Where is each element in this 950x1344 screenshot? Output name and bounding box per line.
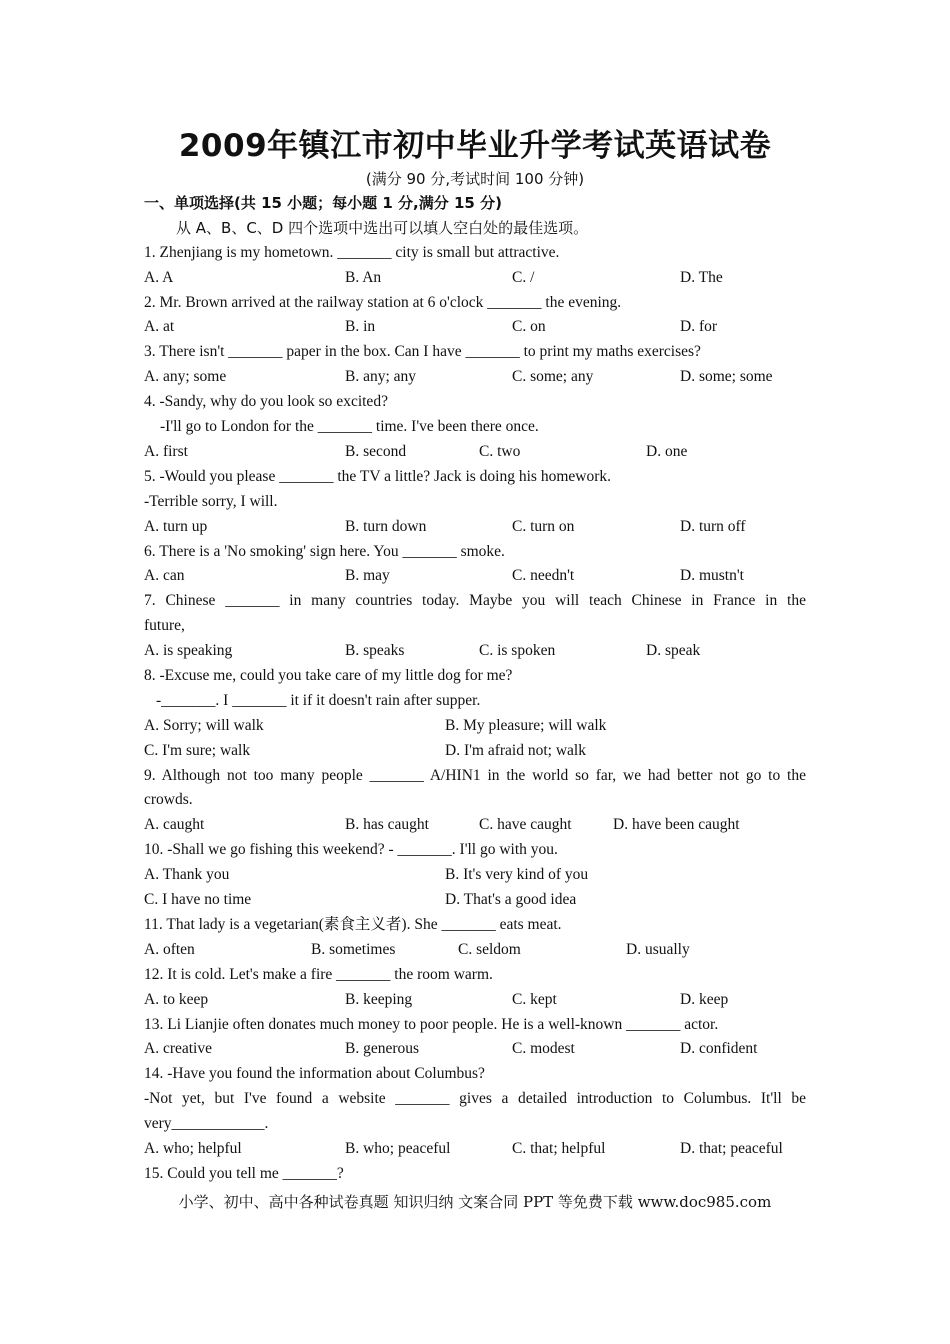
- question-9-cont: crowds.: [144, 791, 193, 808]
- q6-option-b: B. may: [345, 567, 390, 584]
- q4-option-c: C. two: [479, 443, 521, 460]
- q6-option-c: C. needn't: [512, 567, 575, 584]
- page-footer: 小学、初中、高中各种试卷真题 知识归纳 文案合同 PPT 等免费下载 www.doc985.com: [178, 1193, 772, 1211]
- q9-option-a: A. caught: [144, 816, 205, 833]
- q2-option-c: C. on: [512, 318, 546, 335]
- q11-option-b: B. sometimes: [311, 941, 396, 958]
- q1-option-b: B. An: [345, 269, 382, 286]
- question-7-cont: future,: [144, 617, 185, 634]
- question-12: 12. It is cold. Let's make a fire _______ the room warm.: [144, 966, 493, 983]
- q7-option-d: D. speak: [646, 642, 701, 659]
- q11-option-d: D. usually: [626, 941, 690, 958]
- q8-option-d: D. I'm afraid not; walk: [445, 742, 586, 759]
- q8-option-a: A. Sorry; will walk: [144, 717, 264, 734]
- question-8: 8. -Excuse me, could you take care of my little dog for me?: [144, 667, 513, 684]
- page-subtitle: (满分 90 分,考试时间 100 分钟): [365, 170, 585, 188]
- question-4: 4. -Sandy, why do you look so excited?: [144, 393, 388, 410]
- q10-option-d: D. That's a good idea: [445, 891, 577, 908]
- question-14-reply: -Not yet, but I've found a website _______ gives a detailed introduction to Columbus. It'll be: [144, 1090, 806, 1107]
- question-6: 6. There is a 'No smoking' sign here. You _______ smoke.: [144, 543, 505, 560]
- question-1: 1. Zhenjiang is my hometown. _______ city is small but attractive.: [144, 244, 560, 261]
- q3-option-c: C. some; any: [512, 368, 594, 385]
- q8-option-c: C. I'm sure; walk: [144, 742, 251, 759]
- question-15: 15. Could you tell me _______?: [144, 1165, 344, 1182]
- q9-option-b: B. has caught: [345, 816, 429, 833]
- q12-option-b: B. keeping: [345, 991, 413, 1008]
- question-13: 13. Li Lianjie often donates much money to poor people. He is a well-known _______ actor.: [144, 1016, 719, 1033]
- q7-option-b: B. speaks: [345, 642, 405, 659]
- q12-option-a: A. to keep: [144, 991, 209, 1008]
- q10-option-c: C. I have no time: [144, 891, 252, 908]
- page-title: 2009年镇江市初中毕业升学考试英语试卷: [178, 128, 772, 164]
- section-heading: 一、单项选择(共 15 小题；每小题 1 分,满分 15 分): [144, 194, 502, 212]
- q14-option-c: C. that; helpful: [512, 1140, 606, 1157]
- q6-option-a: A. can: [144, 567, 185, 584]
- q3-option-a: A. any; some: [144, 368, 227, 385]
- question-10: 10. -Shall we go fishing this weekend? - _______. I'll go with you.: [144, 841, 558, 858]
- q14-option-a: A. who; helpful: [144, 1140, 242, 1157]
- q12-option-c: C. kept: [512, 991, 557, 1008]
- q4-option-b: B. second: [345, 443, 407, 460]
- q13-option-d: D. confident: [680, 1040, 758, 1057]
- q7-option-c: C. is spoken: [479, 642, 556, 659]
- q2-option-b: B. in: [345, 318, 376, 335]
- q14-option-d: D. that; peaceful: [680, 1140, 783, 1157]
- q1-option-d: D. The: [680, 269, 723, 286]
- question-5: 5. -Would you please _______ the TV a little? Jack is doing his homework.: [144, 468, 611, 485]
- q13-option-b: B. generous: [345, 1040, 420, 1057]
- q13-option-c: C. modest: [512, 1040, 575, 1057]
- q5-option-d: D. turn off: [680, 518, 746, 535]
- q9-option-c: C. have caught: [479, 816, 572, 833]
- q4-option-d: D. one: [646, 443, 688, 460]
- question-14: 14. -Have you found the information about Columbus?: [144, 1065, 485, 1082]
- q8-option-b: B. My pleasure; will walk: [445, 717, 607, 734]
- q5-option-a: A. turn up: [144, 518, 208, 535]
- q5-option-b: B. turn down: [345, 518, 427, 535]
- q11-option-a: A. often: [144, 941, 195, 958]
- q13-option-a: A. creative: [144, 1040, 212, 1057]
- section-instruction: 从 A、B、C、D 四个选项中选出可以填人空白处的最佳选项。: [176, 219, 589, 237]
- q7-option-a: A. is speaking: [144, 642, 233, 659]
- question-7: 7. Chinese _______ in many countries today. Maybe you will teach Chinese in France in the: [144, 592, 806, 609]
- question-3: 3. There isn't _______ paper in the box. Can I have _______ to print my maths exercises?: [144, 343, 701, 360]
- q1-option-a: A. A: [144, 269, 174, 286]
- q12-option-d: D. keep: [680, 991, 729, 1008]
- q9-option-d: D. have been caught: [613, 816, 740, 833]
- question-11: 11. That lady is a vegetarian(素食主义者). She _______ eats meat.: [144, 916, 562, 933]
- q2-option-d: D. for: [680, 318, 718, 335]
- q6-option-d: D. mustn't: [680, 567, 744, 584]
- q14-option-b: B. who; peaceful: [345, 1140, 451, 1157]
- q3-option-b: B. any; any: [345, 368, 417, 385]
- q4-option-a: A. first: [144, 443, 188, 460]
- q10-option-b: B. It's very kind of you: [445, 866, 589, 883]
- q11-option-c: C. seldom: [458, 941, 521, 958]
- q3-option-d: D. some; some: [680, 368, 773, 385]
- question-4-reply: -I'll go to London for the _______ time. I've been there once.: [160, 418, 539, 435]
- question-9: 9. Although not too many people _______ A/HIN1 in the world so far, we had better not go to the: [144, 767, 806, 784]
- question-14-cont: very____________.: [144, 1115, 269, 1132]
- question-8-reply: -_______. I _______ it if it doesn't rain after supper.: [156, 692, 481, 709]
- q10-option-a: A. Thank you: [144, 866, 230, 883]
- q1-option-c: C. /: [512, 269, 535, 286]
- question-2: 2. Mr. Brown arrived at the railway station at 6 o'clock _______ the evening.: [144, 294, 622, 311]
- question-5-reply: -Terrible sorry, I will.: [144, 493, 278, 510]
- q5-option-c: C. turn on: [512, 518, 575, 535]
- q2-option-a: A. at: [144, 318, 175, 335]
